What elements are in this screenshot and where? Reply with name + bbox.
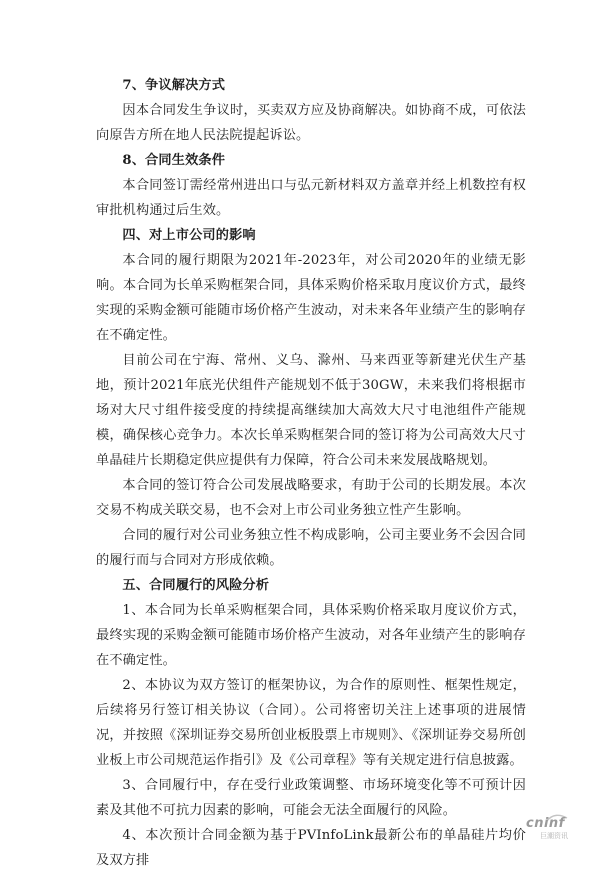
document-body (96, 73, 526, 873)
paragraph-impact-independence: 合同的履行对公司业务独立性不构成影响，公司主要业务不会因合同的履行而与合同对方形成依赖。 (96, 528, 526, 568)
section-heading-impact: 四、对上市公司的影响 (122, 228, 256, 243)
paragraph-impact-strategy: 本合同的签订符合公司发展战略要求，有助于公司的长期发展。本次交易不构成关联交易，也不会对上市公司业务独立性产生影响。 (96, 478, 526, 518)
section-heading-dispute: 7、争议解决方式 (122, 78, 226, 93)
cninfo-watermark-logo (526, 816, 590, 842)
paragraph-risk-1: 1、本合同为长单采购框架合同，具体采购价格采取月度议价方式，最终实现的采购金额可能随市场价格产生波动，对各年业绩产生的影响存在不确定性。 (96, 603, 526, 668)
paragraph-risk-2: 2、本协议为双方签订的框架协议，为合作的原则性、框架性规定，后续将另行签订相关协议（合同）。公司将密切关注上述事项的进展情况，并按照《深圳证券交易所创业板股票上市规则》、《深圳证券交易所创业板上市公司规范运作指引》及《公司章程》等有关规定进行信息披露。 (96, 678, 526, 768)
paragraph-risk-3: 3、合同履行中，存在受行业政策调整、市场环境变化等不可预计因素及其他不可抗力因素的影响，可能会无法全面履行的风险。 (96, 778, 526, 818)
paragraph-effectiveness: 本合同签订需经常州进出口与弘元新材料双方盖章并经上机数控有权审批机构通过后生效。 (96, 178, 526, 218)
watermark-subtext: 巨潮资讯 (540, 832, 568, 840)
paragraph-dispute: 因本合同发生争议时，买卖双方应及协商解决。如协商不成，可依法向原告方所在地人民法院提起诉讼。 (96, 103, 526, 143)
paragraph-impact-term: 本合同的履行期限为2021年-2023年，对公司2020年的业绩无影响。本合同为长单采购框架合同，具体采购价格采取月度议价方式，最终实现的采购金额可能随市场价格产生波动，对未来各年业绩产生的影响存在不确定性。 (96, 253, 526, 343)
watermark-brand: cninf (526, 816, 565, 831)
section-heading-risk: 五、合同履行的风险分析 (122, 578, 270, 593)
paragraph-impact-capacity: 目前公司在宁海、常州、义乌、滁州、马来西亚等新建光伏生产基地，预计2021年底光伏组件产能规划不低于30GW，未来我们将根据市场对大尺寸组件接受度的持续提高继续加大高效大尺寸电池组件产能规模，确保核心竞争力。本次长单采购框架合同的签订将为公司高效大尺寸单晶硅片长期稳定供应提供有力保障，符合公司未来发展战略规划。 (96, 353, 526, 468)
paragraph-risk-4: 4、本次预计合同金额为基于PVInfoLink最新公布的单晶硅片均价及双方排 (96, 828, 526, 868)
section-heading-effectiveness: 8、合同生效条件 (122, 153, 226, 168)
